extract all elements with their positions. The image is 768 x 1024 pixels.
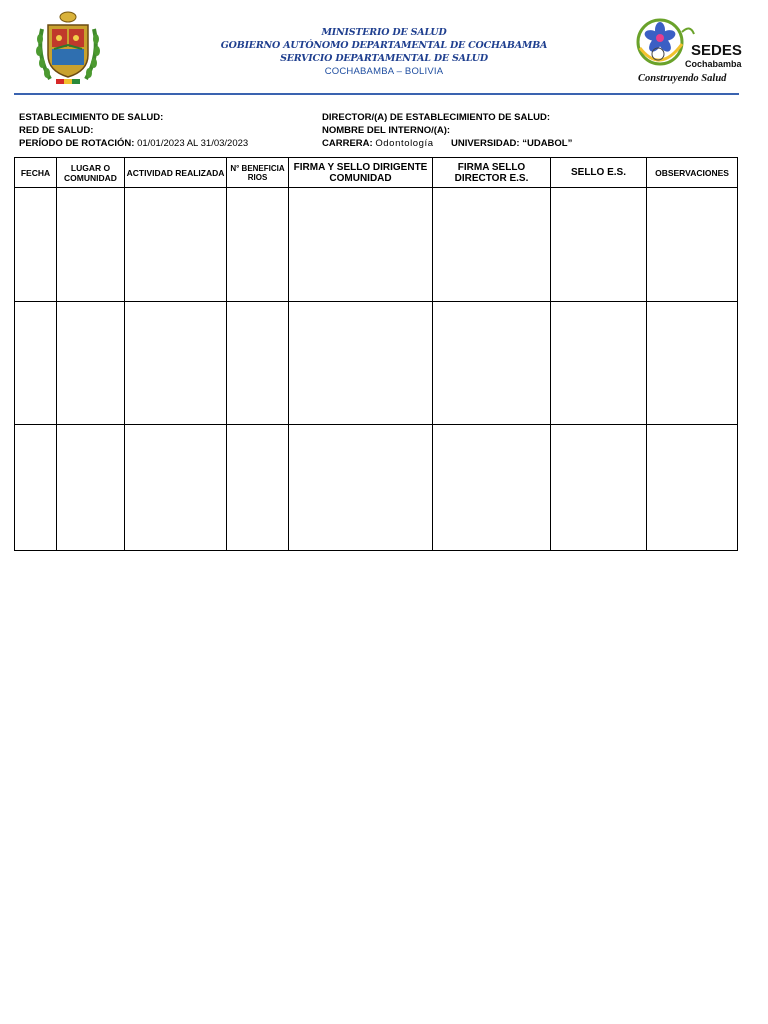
sedes-logo-icon <box>634 14 742 88</box>
carrera-value: Odontología <box>375 138 434 149</box>
header-beneficiarios: N° BENEFICIA RIOS <box>227 158 289 188</box>
header-sello: SELLO E.S. <box>551 158 647 188</box>
header-firma-director: FIRMA SELLO DIRECTOR E.S. <box>433 158 551 188</box>
table-cell[interactable] <box>433 302 551 425</box>
sedes-city-text: Cochabamba <box>685 59 742 69</box>
header-fecha: FECHA <box>15 158 57 188</box>
sedes-name-text: SEDES <box>691 42 742 59</box>
interno-label: NOMBRE DEL INTERNO/(A): <box>322 125 451 136</box>
periodo-label: PERÍODO DE ROTACIÓN: <box>19 138 135 149</box>
table-header-row <box>15 158 738 188</box>
table-cell[interactable] <box>57 425 125 551</box>
sedes-slogan-text: Construyendo Salud <box>638 73 727 84</box>
carrera-label: CARRERA: <box>322 138 373 149</box>
table-cell[interactable] <box>227 302 289 425</box>
table-cell[interactable] <box>227 425 289 551</box>
activity-log-table <box>14 157 738 551</box>
table-cell[interactable] <box>433 188 551 302</box>
table-cell[interactable] <box>125 188 227 302</box>
header-firma-dirigente: FIRMA Y SELLO DIRIGENTE COMUNIDAD <box>289 158 433 188</box>
government-title: GOBIERNO AUTÓNOMO DEPARTAMENTAL DE COCHABAMBA <box>220 40 548 51</box>
table-cell[interactable] <box>551 188 647 302</box>
table-cell[interactable] <box>647 188 738 302</box>
interno-row <box>322 124 572 137</box>
coat-of-arms-icon <box>34 9 102 89</box>
director-label: DIRECTOR/(A) DE ESTABLECIMIENTO DE SALUD: <box>322 112 551 123</box>
table-row <box>15 302 738 425</box>
table-cell[interactable] <box>15 302 57 425</box>
establecimiento-label: ESTABLECIMIENTO DE SALUD: <box>19 112 164 123</box>
table-cell[interactable] <box>57 302 125 425</box>
table-cell[interactable] <box>647 302 738 425</box>
table-cell[interactable] <box>125 425 227 551</box>
document-header <box>0 0 768 96</box>
table-cell[interactable] <box>125 302 227 425</box>
director-row <box>322 111 572 124</box>
table-cell[interactable] <box>289 302 433 425</box>
carrera-row <box>322 137 572 150</box>
periodo-value: 01/01/2023 AL 31/03/2023 <box>137 138 249 149</box>
info-left-column <box>19 111 248 150</box>
table-row <box>15 188 738 302</box>
table-cell[interactable] <box>647 425 738 551</box>
periodo-row <box>19 137 248 150</box>
service-title: SERVICIO DEPARTAMENTAL DE SALUD <box>280 53 488 64</box>
header-divider <box>14 93 739 95</box>
header-observaciones: OBSERVACIONES <box>647 158 738 188</box>
header-lugar: LUGAR O COMUNIDAD <box>57 158 125 188</box>
red-label: RED DE SALUD: <box>19 125 94 136</box>
establecimiento-row <box>19 111 248 124</box>
info-right-column <box>322 111 572 150</box>
header-actividad: ACTIVIDAD REALIZADA <box>125 158 227 188</box>
table-cell[interactable] <box>15 425 57 551</box>
universidad-label: UNIVERSIDAD: “UDABOL” <box>450 138 573 149</box>
table-cell[interactable] <box>551 302 647 425</box>
table-cell[interactable] <box>289 188 433 302</box>
table-cell[interactable] <box>551 425 647 551</box>
table-cell[interactable] <box>433 425 551 551</box>
red-row <box>19 124 248 137</box>
table-cell[interactable] <box>57 188 125 302</box>
table-cell[interactable] <box>15 188 57 302</box>
table-cell[interactable] <box>227 188 289 302</box>
table-cell[interactable] <box>289 425 433 551</box>
location-title: COCHABAMBA – BOLIVIA <box>324 66 444 77</box>
header-titles <box>200 26 568 78</box>
table-row <box>15 425 738 551</box>
ministry-title: MINISTERIO DE SALUD <box>321 27 447 38</box>
